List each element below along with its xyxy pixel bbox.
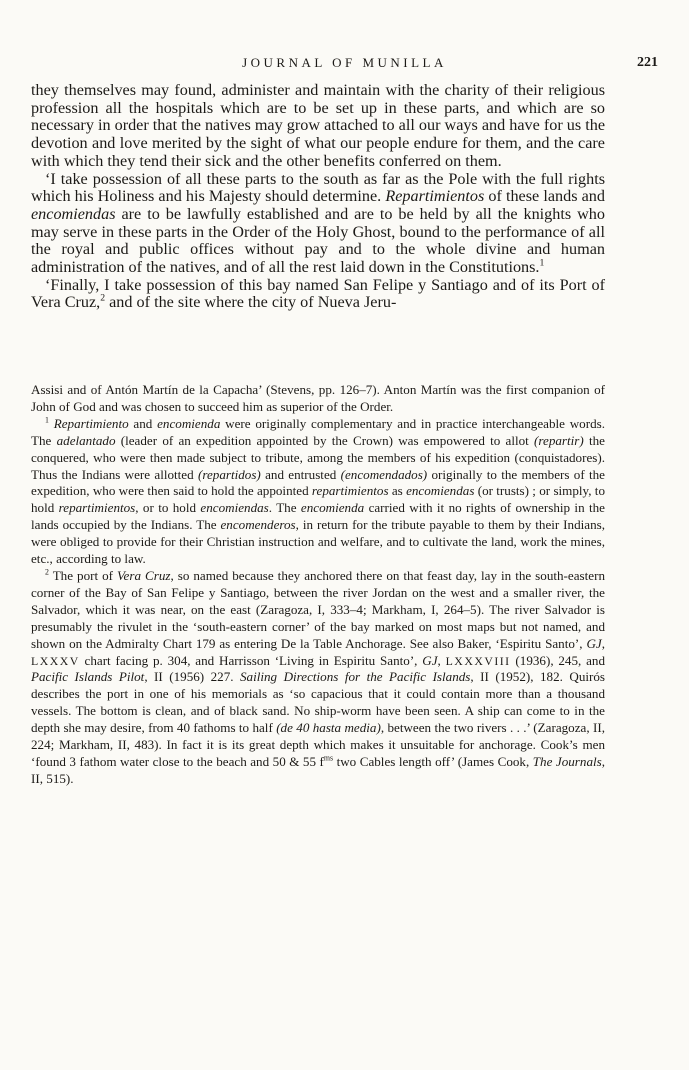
italic-term: encomienda [300, 500, 365, 516]
italic-term: repartimientos [58, 500, 136, 516]
italic-term: GJ [422, 652, 438, 668]
text-span: ‘Finally, I take possession of this bay named San Felipe y Santiago and of its Port of Vera Cruz, [31, 275, 605, 312]
italic-term: (de 40 hasta media) [276, 720, 381, 736]
text-span: . The [268, 500, 297, 516]
italic-term: encomiendas [200, 500, 269, 516]
italic-term: GJ [586, 635, 602, 651]
text-span: carried with it no rights of ownership in the lands occupied by the Indians. The [31, 500, 605, 533]
italic-term: encomenderos [220, 517, 296, 533]
text-span: are to be lawfully established and are to be held by all the knights who may serve in these parts in the Order of the Holy Ghost, bound to the performance of all the royal and public offices without pay and to the whole divine and human administration of the natives, and of all the rest laid down in the Constitutions. [31, 204, 605, 277]
footnote-ref-2: 2 [100, 293, 106, 305]
running-head [31, 55, 658, 73]
text-span: originally to the members of the expedition, who were then said to hold the appointed [31, 466, 605, 499]
italic-term: repartimientos [311, 483, 389, 499]
text-span: (1936), 245, and [515, 652, 605, 668]
text-span: , II (1952), 182. Quirós describes the port in one of his memorials as ‘so capacious that it could contain more than a thousand vessels. The bottom is clean, and of black sand. No ship-worm have been seen. A ship can come to in the depth she may desire, from 40 fathoms to half [31, 669, 606, 736]
text-span: , or to hold [135, 500, 197, 516]
text-span: , [437, 652, 441, 668]
text-span: two Cables length off’ (James Cook, [336, 753, 530, 769]
text-span: were originally complementary and in practice interchangeable words. The [31, 415, 606, 448]
italic-term: adelantado [56, 432, 116, 448]
volume-numeral: LXXXVIII [445, 653, 511, 668]
text-span: , so named because they anchored there on that feast day, lay in the south-eastern corner of the Bay of San Felipe y Santiago, between the river Jordan on the west and a smaller river, the Salvador, which it was near, on the east (Zaragoza, I, 333–4; Markham, I, 264–5). The river Salvador is presumably the rivulet in the ‘south-eastern corner’ of the bay marked on most maps but not named, and shown on the Admiralty Chart 179 as entering De la Table Anchorage. See also Baker, ‘Espiritu Santo’, [31, 567, 605, 651]
running-title: JOURNAL OF MUNILLA [242, 55, 447, 70]
text-span: and entrusted [265, 466, 337, 482]
superscript-abbrev: ms [323, 753, 334, 763]
italic-term: encomiendas [31, 204, 116, 223]
page-number: 221 [637, 55, 658, 70]
italic-term: Repartimientos [385, 187, 485, 206]
footnote-1 [31, 416, 605, 568]
footnote-2 [31, 568, 605, 788]
footnote-continuation: Assisi and of Antón Martín de la Capacha’ (Stevens, pp. 126–7). Anton Martín was the first companion of John of God and was chosen to succeed him as superior of the Order. [31, 382, 605, 414]
footnote-ref-1: 1 [539, 257, 545, 269]
italic-term: (repartir) [534, 432, 584, 448]
italic-term: Sailing Directions for the Pacific Islands [240, 669, 471, 685]
text-span: (or trusts) ; or simply, to hold [31, 483, 605, 516]
text-span: , II (1956) 227. [144, 669, 234, 685]
text-span: of these lands and [488, 187, 605, 206]
text-span: , II, 515). [31, 753, 606, 786]
footnote-marker: 1 [45, 415, 49, 425]
volume-numeral: LXXXV [31, 653, 80, 668]
text-span: , between the two rivers . . .’ (Zaragoza, II, 224; Markham, II, 483). In fact it is its great depth which makes it unsuitable for anchorage. Cook’s men ‘found 3 fathom water close to the beach and 50 & 55 f [31, 720, 605, 769]
italic-term: (encomendados) [340, 466, 428, 482]
footnote-marker: 2 [45, 567, 49, 577]
italic-term: (repartidos) [197, 466, 261, 482]
text-span: the conquered, who were then made subject to tribute, among the members of his expedition (conquistadores). Thus the Indians were allotted [31, 432, 605, 482]
text-span: and [133, 415, 153, 431]
text-span: and of the site where the city of Nueva Jeru- [109, 293, 397, 312]
italic-term: encomienda [157, 415, 221, 431]
italic-term: Vera Cruz [117, 567, 171, 583]
text-span: as [391, 483, 403, 499]
text-span: , [601, 635, 605, 651]
body-text [31, 82, 605, 312]
body-paragraph-3 [31, 277, 605, 312]
body-paragraph-2 [31, 171, 605, 277]
italic-term: The Journals [532, 753, 602, 769]
footnotes [31, 382, 605, 788]
text-span: The port of [52, 567, 114, 583]
italic-term: Repartimiento [53, 415, 129, 431]
italic-term: encomiendas [406, 483, 475, 499]
text-span: chart facing p. 304, and Harrisson ‘Living in Espiritu Santo’, [84, 652, 418, 668]
body-paragraph-1: they themselves may found, administer and maintain with the charity of their religious profession all the hospitals which are to be set up in these parts, and which are so necessary in order that the natives may grow attached to all our ways and have for us the devotion and love merited by the sight of what our people endure for them, and the care with which they tend their sick and the other benefits conferred on them. [31, 81, 606, 170]
text-span: ‘I take possession of all these parts to the south as far as the Pole with the full rights which his Holiness and his Majesty should determine. [31, 169, 605, 206]
text-span: , in return for the tribute payable to them by their Indians, were obliged to provide for their Christian instruction and welfare, and to cultivate the land, work the mines, etc., according to law. [31, 517, 605, 567]
italic-term: Pacific Islands Pilot [31, 669, 145, 685]
text-span: (leader of an expedition appointed by the Crown) was empowered to allot [120, 432, 529, 448]
